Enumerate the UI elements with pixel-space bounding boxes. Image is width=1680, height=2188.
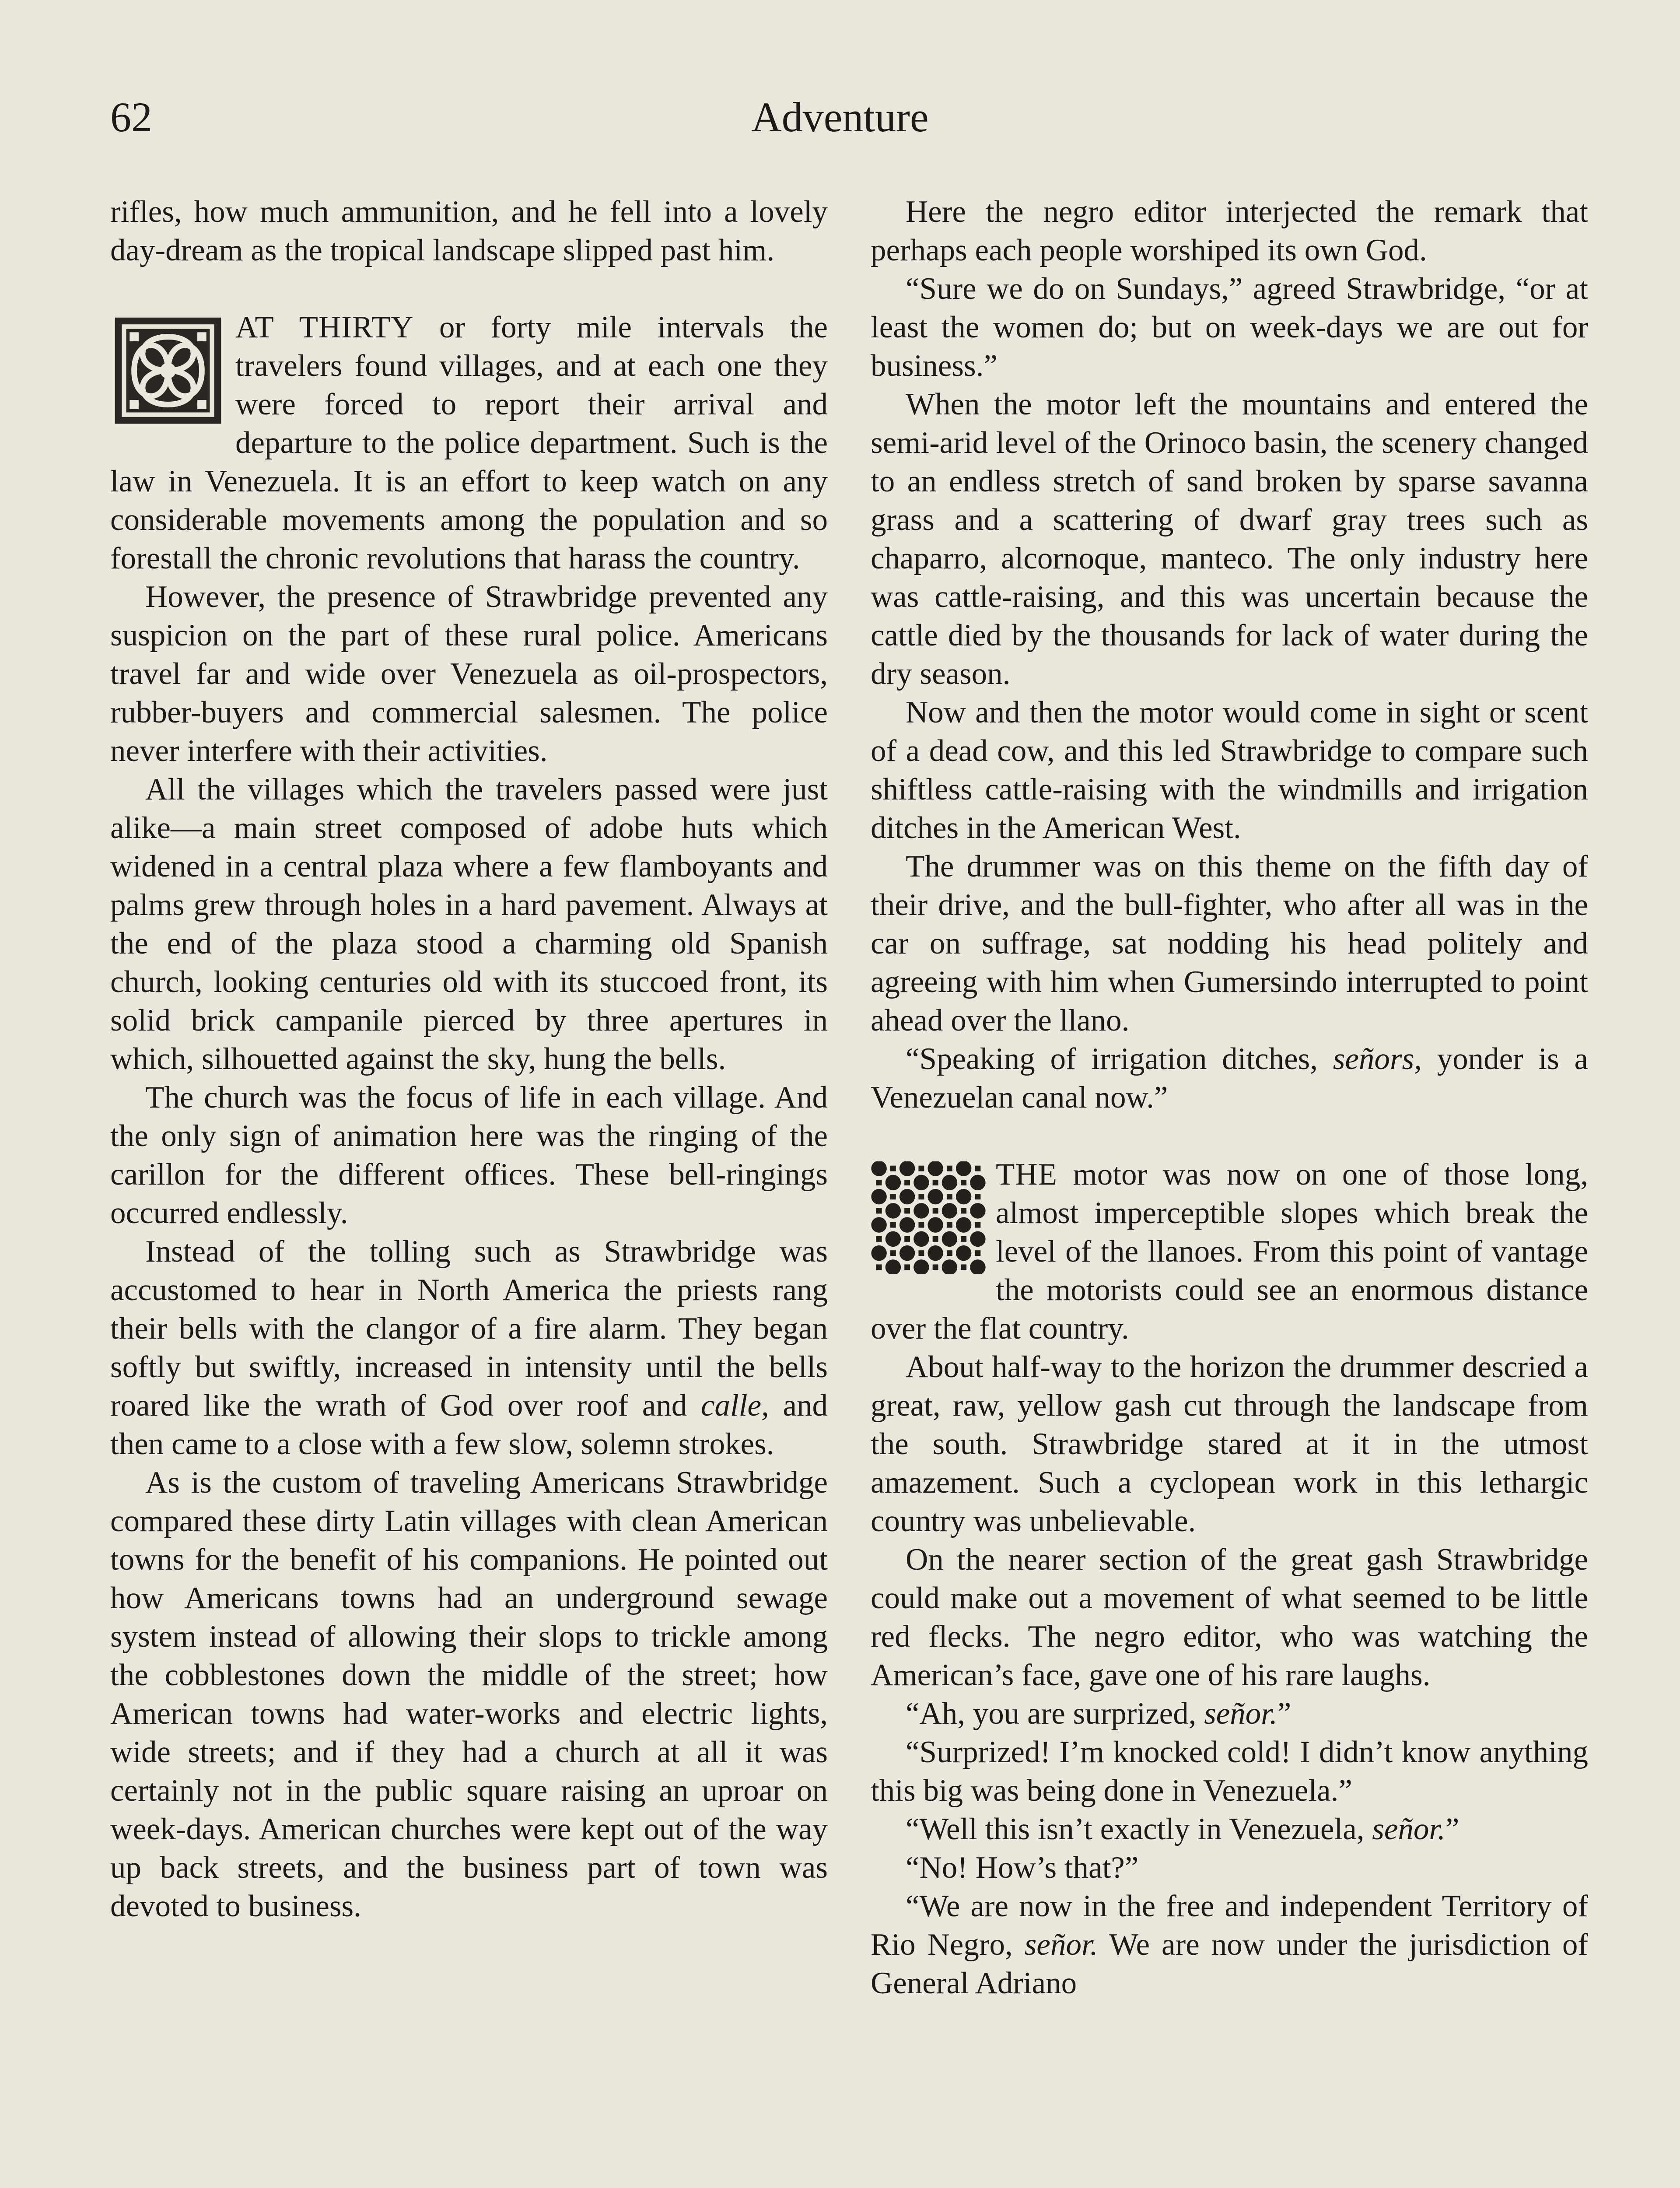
italic-word: calle,	[701, 1389, 769, 1423]
paragraph: Here the negro editor interjected the remark that perhaps each people worshiped its own God.	[871, 195, 1588, 267]
left-column	[110, 193, 828, 1925]
section-lead-words: THE	[996, 1157, 1058, 1192]
paragraph: However, the presence of Strawbridge prevented any suspicion on the part of these rural police. Americans travel far and wide over Venezuela as oil-prospectors, rubber-buyers and commercial salesmen. The police never interfere with their activities.	[110, 580, 828, 768]
paragraph-text: or forty mile intervals the travelers found villages, and at each one they were forced to report their arrival and departure to the police department. Such is the law in Venezuela. It is an effort to keep watch on any considerable movements among the population and so forestall the chronic revolutions that harass the country.	[110, 310, 828, 575]
italic-word: señor.	[1204, 1697, 1278, 1731]
page-number: 62	[110, 94, 152, 140]
paragraph-text: “Ah, you are surprized,	[906, 1697, 1204, 1731]
paragraph: “Surprized! I’m knocked cold! I didn’t know anything this big was being done in Venezuela.”	[871, 1735, 1588, 1808]
paragraph: The drummer was on this theme on the fifth day of their drive, and the bull-fighter, who after all was in the car on suffrage, sat nodding his head politely and agreeing with him when Gumersindo interrupted to point ahead over the llano.	[871, 849, 1588, 1038]
paragraph	[871, 1887, 1588, 2002]
paragraph-text: motor was now on one of those long, almost imperceptible slopes which break the level of the llanoes. From this point of vantage the motorists could see an enormous distance over the flat country.	[871, 1157, 1588, 1346]
paragraph: “Sure we do on Sundays,” agreed Strawbridge, “or at least the women do; but on week-days we are out for business.”	[871, 272, 1588, 383]
paragraph: As is the custom of traveling Americans Strawbridge compared these dirty Latin villages with clean American towns for the benefit of his companions. He pointed out how Americans towns had an underground sewage system instead of allowing their slops to trickle among the cobblestones down the middle of the street; how American towns had water-works and electric lights, wide streets; and if they had a church at all it was certainly not in the public square raising an uproar on week-days. American churches were kept out of the way up back streets, and the business part of town was devoted to business.	[110, 1466, 828, 1923]
paragraph: On the nearer section of the great gash Strawbridge could make out a movement of what seemed to be little red flecks. The negro editor, who was watching the American’s face, gave one of his rare laughs.	[871, 1543, 1588, 1692]
section-paragraph	[110, 308, 828, 578]
celtic-knot-ornament-icon	[110, 314, 226, 427]
paragraph: Now and then the motor would come in sight or scent of a dead cow, and this led Strawbridge to compare such shiftless cattle-raising with the windmills and irrigation ditches in the American West.	[871, 695, 1588, 845]
paragraph: “No! How’s that?”	[906, 1851, 1139, 1885]
section-lead-words: AT THIRTY	[235, 310, 414, 344]
paragraph-text: ”	[1445, 1812, 1460, 1846]
italic-word: señor.	[1024, 1928, 1098, 1962]
paragraph: About half-way to the horizon the drummer descried a great, raw, yellow gash cut through the landscape from the south. Strawbridge stared at it in the utmost amazement. Such a cyclopean work in this lethargic country was unbelievable.	[871, 1350, 1588, 1538]
paragraph: All the villages which the travelers passed were just alike—a main street composed of adobe huts which widened in a central plaza where a few flamboyants and palms grew through holes in a hard pavement. Always at the end of the plaza stood a charming old Spanish church, looking centuries old with its stuccoed front, its solid brick campanile pierced by three apertures in which, silhouetted against the sky, hung the bells.	[110, 772, 828, 1076]
paragraph-text: ”	[1277, 1697, 1292, 1731]
paragraph-text: yonder is a Venezuelan canal now.”	[871, 1042, 1588, 1115]
paragraph-text: and then came to a close with a few slow, solemn strokes.	[110, 1389, 828, 1461]
paragraph	[871, 1810, 1588, 1848]
paragraph: rifles, how much ammunition, and he fell into a lovely day-dream as the tropical landscape slipped past him.	[110, 195, 828, 267]
checker-block-ornament-icon	[871, 1161, 986, 1274]
paragraph-text: “We are now in the free and independent Territory of Rio Negro,	[871, 1889, 1588, 1962]
italic-word: señor.	[1372, 1812, 1446, 1846]
paragraph: When the motor left the mountains and entered the semi-arid level of the Orinoco basin, the scenery changed to an endless stretch of sand broken by sparse savanna grass and a scattering of dwarf gray trees such as chaparro, alcornoque, manteco. The only industry here was cattle-raising, and this was uncertain because the cattle died by the thousands for lack of water during the dry season.	[871, 387, 1588, 691]
paragraph	[871, 1040, 1588, 1117]
paragraph-text: We are now under the jurisdiction of General Adriano	[871, 1928, 1588, 2000]
right-column	[871, 193, 1588, 2002]
italic-word: señors,	[1333, 1042, 1422, 1076]
running-head: Adventure	[751, 94, 929, 140]
paragraph-text: Instead of the tolling such as Strawbridge was accustomed to hear in North America the priests rang their bells with the clangor of a fire alarm. They began softly but swiftly, increased in intensity until the bells roared like the wrath of God over roof and	[110, 1234, 828, 1423]
paragraph	[871, 1694, 1588, 1733]
section-paragraph	[871, 1155, 1588, 1348]
paragraph	[110, 1232, 828, 1463]
paragraph-text: “Speaking of irrigation ditches,	[906, 1042, 1333, 1076]
paragraph-text: “Well this isn’t exactly in Venezuela,	[906, 1812, 1372, 1846]
paragraph: The church was the focus of life in each village. And the only sign of animation here was the ringing of the carillon for the different offices. These bell-ringings occurred endlessly.	[110, 1080, 828, 1230]
